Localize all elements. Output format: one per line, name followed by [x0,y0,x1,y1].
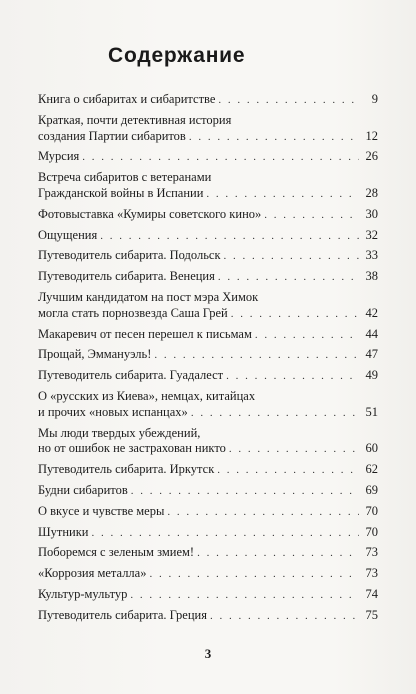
toc-entry-page-number: 9 [371,92,378,106]
toc-entry [38,504,378,521]
toc-entry-page-number: 42 [365,305,378,320]
toc-entry-page-number: 28 [365,185,378,200]
toc-entry-page-number: 73 [365,545,378,560]
toc-entry [38,228,378,245]
dot-leader [255,328,359,344]
page-number: 3 [204,646,212,661]
toc-entry-row [38,504,378,521]
toc-entry-title-line: Мы люди твердых убеждений, [38,425,201,440]
dot-leader [206,187,359,203]
toc-entry [38,368,378,385]
toc-entry-title-line: Путеводитель сибарита. Подольск [38,248,221,263]
dot-leader [210,609,359,625]
toc-entry [38,545,378,562]
toc-entry-title-line: Книга о сибаритах и сибаритстве [38,92,216,106]
dot-leader [224,249,359,265]
dot-leader [131,484,359,500]
toc-entry-page-number: 74 [365,586,378,601]
toc-entry [38,587,378,604]
toc-entry-row [38,207,378,224]
toc-entry [38,347,378,364]
toc-entry-title-line: Мурсия [38,149,80,164]
toc-entry [38,462,378,479]
dot-leader [231,307,359,323]
toc-entry-page-number: 70 [365,503,378,518]
toc-entry-row [38,306,378,323]
toc-entry-title-line: Гражданской войны в Испании [38,185,204,200]
toc-entry-title-line: Шутники [38,524,89,539]
dot-leader [130,588,359,604]
toc-entry-title-line: Путеводитель сибарита. Гуадалест [38,368,224,383]
toc-entry-row [38,566,378,583]
toc-entry-row [38,269,378,286]
page-title: Содержание [108,44,246,67]
dot-leader [189,130,359,146]
toc-entry-title-line: «Коррозия металла» [38,566,147,581]
toc-entry-title-line: О вкусе и чувстве меры [38,503,165,518]
toc-entry-page-number: 73 [365,566,378,581]
dot-leader [100,229,359,245]
toc-entry-title-line: Краткая, почти детективная история [38,112,232,127]
toc-entry-page-number: 49 [365,368,378,383]
toc-entry-row [38,248,378,265]
toc-entry-page-number: 62 [365,462,378,477]
toc-entry-page-number: 44 [365,326,378,341]
toc-entry-page-number: 60 [365,441,378,456]
toc-entry-row [38,129,378,146]
dot-leader [149,567,359,583]
toc-entry-row [38,186,378,203]
toc-entry-page-number: 69 [365,482,378,497]
toc-entry-row [38,92,378,109]
toc-entry-row [38,405,378,422]
toc-entry-title-line: но от ошибок не застрахован никто [38,441,226,456]
toc-entry-title-line: О «русских из Киева», немцах, китайцах [38,388,256,403]
toc-entry-title-line: Поборемся с зеленым змием! [38,545,195,560]
toc-entry-title-line: Путеводитель сибарита. Иркутск [38,462,215,477]
toc-entry-title-line: и прочих «новых испанцах» [38,404,188,419]
dot-leader [226,369,359,385]
dot-leader [91,526,359,542]
toc-entry-page-number: 75 [365,607,378,622]
toc-entry [38,608,378,625]
toc-entry-title-line: Культур-мультур [38,586,128,601]
toc-entry-title-line: Путеводитель сибарита. Венеция [38,269,215,284]
toc-entry-row [38,587,378,604]
dot-leader [167,505,359,521]
toc-entry [38,525,378,542]
toc-entry-row [38,545,378,562]
toc-entry-title-line: Фотовыставка «Кумиры советского кино» [38,206,262,221]
toc-entry-title-line: Прощай, Эммануэль! [38,347,152,362]
toc-entry-row [38,327,378,344]
toc-entry-title-line: Лучшим кандидатом на пост мэра Химок [38,289,259,304]
toc-entry [38,327,378,344]
toc-entry-row [38,462,378,479]
toc-entry [38,483,378,500]
dot-leader [218,270,359,286]
toc-entry-row [38,228,378,245]
dot-leader [154,348,359,364]
toc-entry-page-number: 38 [365,269,378,284]
toc-entry-page-number: 12 [365,128,378,143]
toc-entry-row [38,608,378,625]
dot-leader [197,546,359,562]
toc-entry [38,290,378,323]
dot-leader [218,93,359,109]
toc-entry-page-number: 70 [365,524,378,539]
toc-entry-page-number: 51 [365,404,378,419]
toc-entry [38,113,378,146]
toc-entry-title-line: могла стать порнозвезда Саша Грей [38,305,228,320]
toc-entry-title-line: Будни сибаритов [38,482,128,497]
toc-entry-row [38,441,378,458]
toc-entry [38,92,378,109]
toc-entry-title-line: создания Партии сибаритов [38,128,186,143]
toc-entry-row [38,368,378,385]
toc-entry-row [38,483,378,500]
toc-entry [38,426,378,459]
toc-entry-page-number: 26 [365,149,378,164]
toc-entry [38,149,378,166]
toc-entry [38,170,378,203]
table-of-contents [38,92,378,629]
toc-entry [38,269,378,286]
toc-entry-page-number: 47 [365,347,378,362]
toc-entry-row [38,149,378,166]
toc-entry-page-number: 32 [365,227,378,242]
toc-entry-title-line: Макаревич от песен перешел к письмам [38,326,252,341]
toc-entry-row [38,347,378,364]
toc-entry [38,389,378,422]
dot-leader [229,442,359,458]
toc-entry [38,566,378,583]
toc-entry-row [38,525,378,542]
toc-entry-title-line: Путеводитель сибарита. Греция [38,607,207,622]
toc-entry-page-number: 33 [365,248,378,263]
toc-entry-page-number: 30 [365,206,378,221]
dot-leader [191,406,359,422]
toc-entry-title-line: Встреча сибаритов с ветеранами [38,170,212,185]
dot-leader [264,208,359,224]
dot-leader [217,463,359,479]
toc-entry [38,248,378,265]
toc-entry-title-line: Ощущения [38,227,98,242]
toc-entry [38,207,378,224]
dot-leader [82,150,359,166]
